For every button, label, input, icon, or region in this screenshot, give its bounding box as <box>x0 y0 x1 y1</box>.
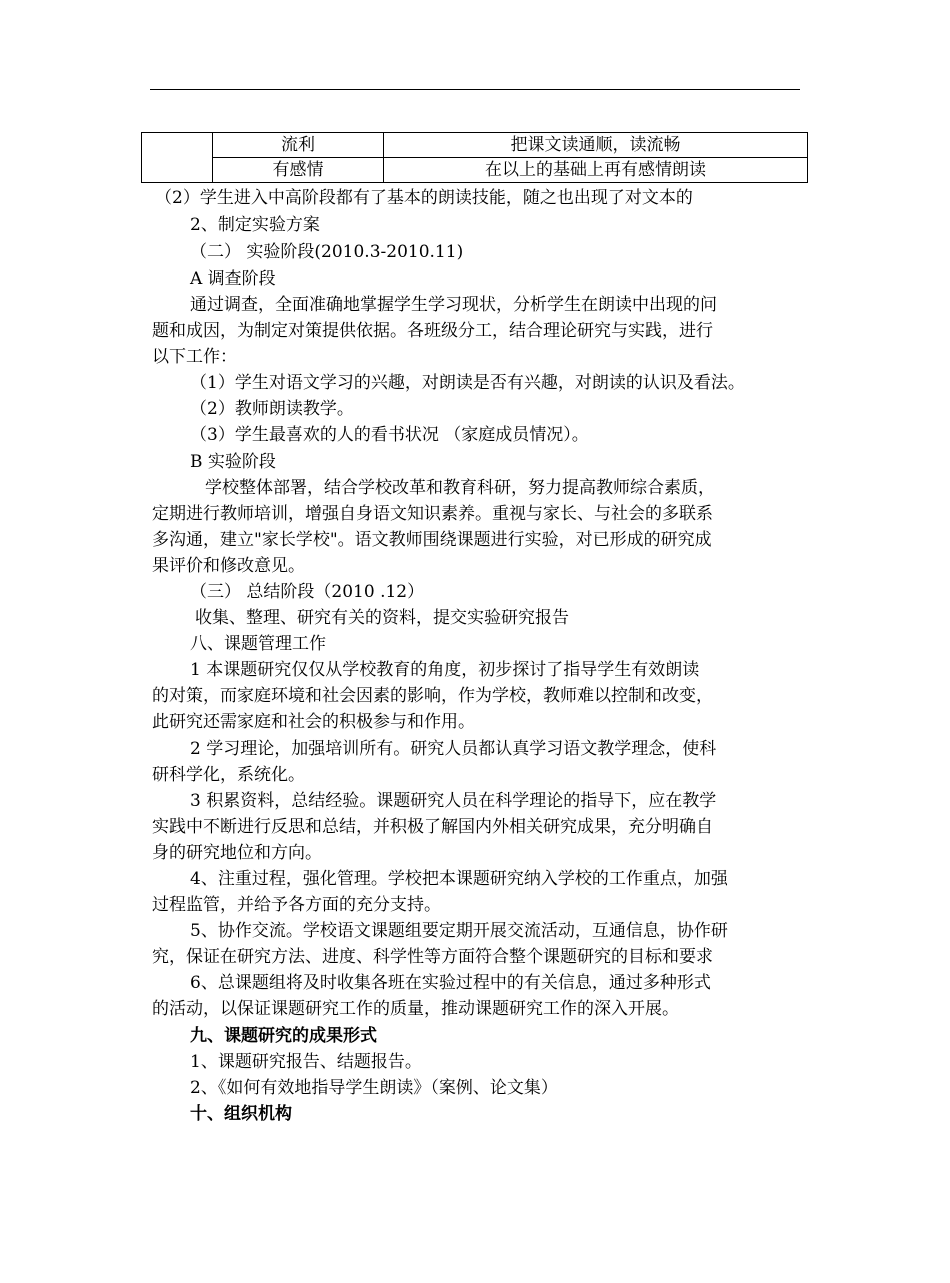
table-row <box>142 158 808 183</box>
table-cell-desc: 在以上的基础上再有感情朗读 <box>384 158 808 183</box>
paragraph-line: （2）学生进入中高阶段都有了基本的朗读技能，随之也出现了对文本的 <box>155 188 693 208</box>
paragraph-line: 的活动，以保证课题研究工作的质量，推动课题研究工作的深入开展。 <box>152 999 679 1019</box>
paragraph-line: 此研究还需家庭和社会的积极参与和作用。 <box>152 712 475 732</box>
paragraph-line: 身的研究地位和方向。 <box>152 843 322 863</box>
paragraph-line: 2 学习理论，加强培训所有。研究人员都认真学习语文教学理念，使科 <box>190 739 717 759</box>
paragraph-line: 果评价和修改意见。 <box>152 556 305 576</box>
table-cell-item: 流利 <box>213 133 384 158</box>
section-heading: 八、课题管理工作 <box>190 634 326 654</box>
paragraph-line: 定期进行教师培训，增强自身语文知识素养。重视与家长、与社会的多联系 <box>152 504 713 524</box>
paragraph-line: 的对策，而家庭环境和社会因素的影响，作为学校，教师难以控制和改变， <box>152 686 713 706</box>
section-heading: （二） 实验阶段(2010.3-2010.11) <box>190 242 464 262</box>
paragraph-line: 6、总课题组将及时收集各班在实验过程中的有关信息，通过多种形式 <box>190 973 711 993</box>
table-cell-blank <box>142 133 213 183</box>
paragraph-line: 究，保证在研究方法、进度、科学性等方面符合整个课题研究的目标和要求 <box>152 947 713 967</box>
reading-rubric-table <box>141 132 808 183</box>
paragraph-line: 5、协作交流。学校语文课题组要定期开展交流活动，互通信息，协作研 <box>190 921 728 941</box>
header-rule <box>150 89 800 90</box>
subsection-heading: B 实验阶段 <box>190 452 276 472</box>
paragraph-line: 2、制定实验方案 <box>190 215 320 235</box>
paragraph-line: 收集、整理、研究有关的资料，提交实验研究报告 <box>195 608 569 628</box>
table-cell-item: 有感情 <box>213 158 384 183</box>
list-item: （1）学生对语文学习的兴趣，对朗读是否有兴趣，对朗读的认识及看法。 <box>190 373 745 393</box>
paragraph-line: 多沟通，建立"家长学校"。语文教师围绕课题进行实验，对已形成的研究成 <box>152 530 712 550</box>
paragraph-line: 研科学化，系统化。 <box>152 765 305 785</box>
paragraph-line: 通过调查，全面准确地掌握学生学习现状，分析学生在朗读中出现的问 <box>190 295 717 315</box>
paragraph-line: 3 积累资料，总结经验。课题研究人员在科学理论的指导下，应在教学 <box>190 791 717 811</box>
list-item: （3）学生最喜欢的人的看书状况 （家庭成员情况）。 <box>190 425 589 445</box>
section-heading: （三） 总结阶段（2010 .12） <box>190 582 425 602</box>
paragraph-line: 学校整体部署，结合学校改革和教育科研，努力提高教师综合素质， <box>205 478 715 498</box>
paragraph-line: 过程监管，并给予各方面的充分支持。 <box>152 895 441 915</box>
paragraph-line: 1 本课题研究仅仅从学校教育的角度，初步探讨了指导学生有效朗读 <box>190 660 700 680</box>
subsection-heading: A 调查阶段 <box>190 269 276 289</box>
paragraph-line: 题和成因，为制定对策提供依据。各班级分工，结合理论研究与实践，进行 <box>152 321 713 341</box>
section-heading: 十、组织机构 <box>190 1104 292 1124</box>
section-heading: 九、课题研究的成果形式 <box>190 1026 377 1046</box>
table-row <box>142 133 808 158</box>
paragraph-line: 以下工作： <box>152 347 237 367</box>
paragraph-line: 4、注重过程，强化管理。学校把本课题研究纳入学校的工作重点，加强 <box>190 869 728 889</box>
list-item: 1、课题研究报告、结题报告。 <box>190 1052 422 1072</box>
list-item: （2）教师朗读教学。 <box>190 399 354 419</box>
paragraph-line: 实践中不断进行反思和总结，并积极了解国内外相关研究成果，充分明确自 <box>152 817 713 837</box>
table-cell-desc: 把课文读通顺，读流畅 <box>384 133 808 158</box>
list-item: 2、《如何有效地指导学生朗读》（案例、论文集） <box>190 1078 558 1098</box>
